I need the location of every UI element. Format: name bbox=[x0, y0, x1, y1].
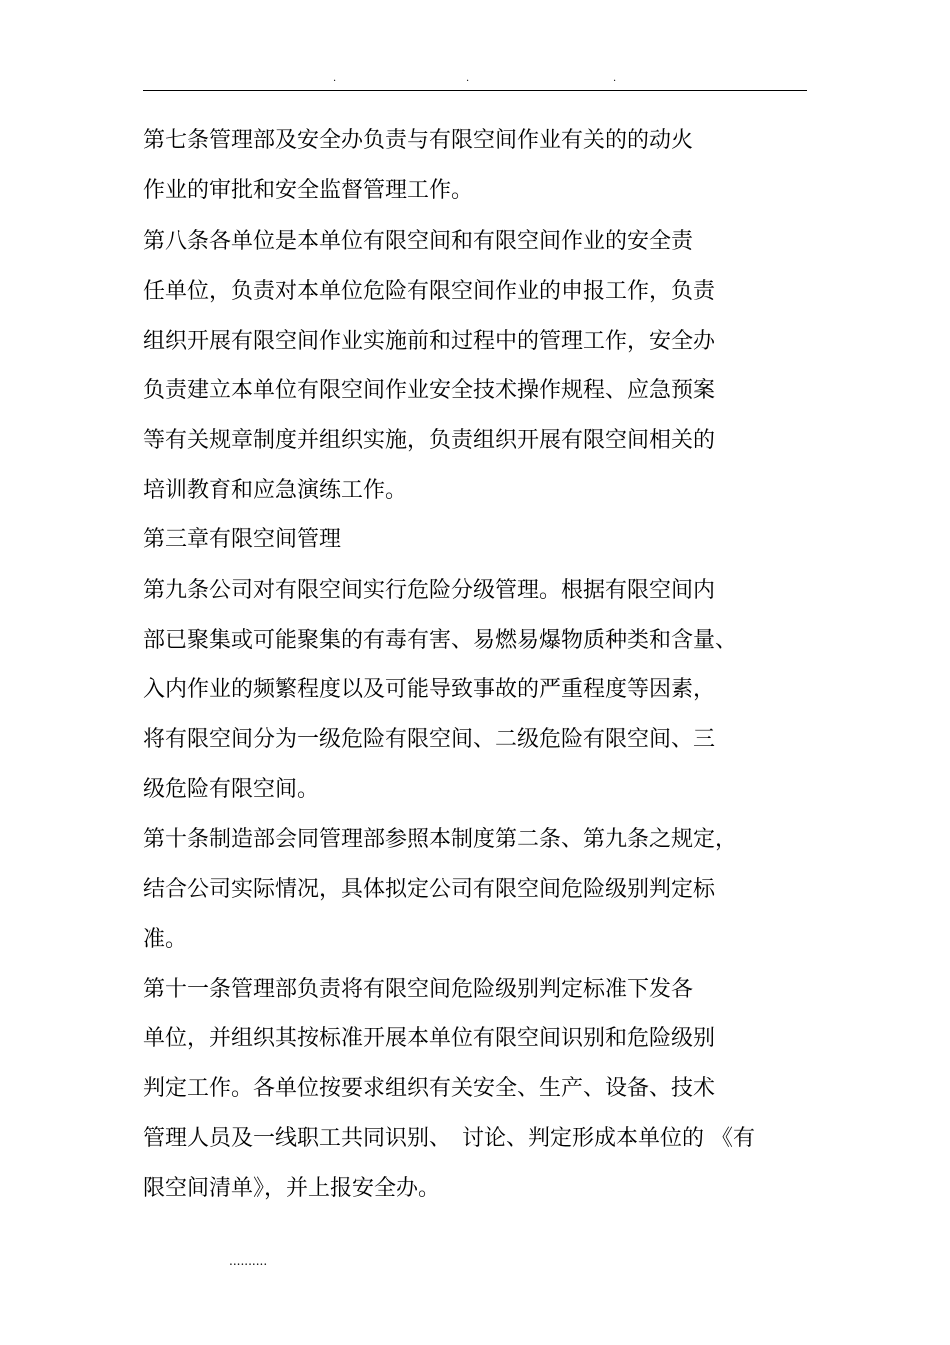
header-dot-2: . bbox=[466, 73, 470, 84]
body-line: 第九条公司对有限空间实行危险分级管理。根据有限空间内 bbox=[143, 578, 716, 603]
chapter-heading: 第三章有限空间管理 bbox=[143, 527, 342, 552]
body-line: 部已聚集或可能聚集的有毒有害、易燃易爆物质种类和含量、 bbox=[143, 628, 738, 653]
body-line: 作业的审批和安全监督管理工作。 bbox=[143, 178, 474, 203]
body-line: 等有关规章制度并组织实施，负责组织开展有限空间相关的 bbox=[143, 428, 716, 453]
header-rule bbox=[143, 90, 807, 91]
body-line: 第八条各单位是本单位有限空间和有限空间作业的安全责 bbox=[143, 229, 694, 254]
footer-dots: .......... bbox=[229, 1254, 268, 1268]
body-line: 判定工作。各单位按要求组织有关安全、生产、设备、技术 bbox=[143, 1076, 716, 1101]
body-line: 入内作业的频繁程度以及可能导致事故的严重程度等因素， bbox=[143, 677, 716, 702]
body-line: 负责建立本单位有限空间作业安全技术操作规程、应急预案 bbox=[143, 378, 716, 403]
body-line: 限空间清单》，并上报安全办。 bbox=[143, 1176, 441, 1201]
body-line: 级危险有限空间。 bbox=[143, 777, 320, 802]
body-line: 管理人员及一线职工共同识别、 讨论、判定形成本单位的 《有 bbox=[143, 1126, 755, 1151]
body-line: 第十条制造部会同管理部参照本制度第二条、第九条之规定， bbox=[143, 827, 738, 852]
body-line: 培训教育和应急演练工作。 bbox=[143, 478, 408, 503]
body-line: 第七条管理部及安全办负责与有限空间作业有关的的动火 bbox=[143, 128, 694, 153]
header-dot-3: . bbox=[613, 73, 617, 84]
body-line: 结合公司实际情况，具体拟定公司有限空间危险级别判定标 bbox=[143, 877, 716, 902]
body-line: 第十一条管理部负责将有限空间危险级别判定标准下发各 bbox=[143, 977, 694, 1002]
body-line: 任单位，负责对本单位危险有限空间作业的申报工作，负责 bbox=[143, 279, 716, 304]
body-line: 单位，并组织其按标准开展本单位有限空间识别和危险级别 bbox=[143, 1026, 716, 1051]
body-line: 将有限空间分为一级危险有限空间、二级危险有限空间、三 bbox=[143, 727, 716, 752]
body-line: 准。 bbox=[143, 927, 188, 952]
header-dot-1: . bbox=[333, 73, 337, 84]
body-line: 组织开展有限空间作业实施前和过程中的管理工作，安全办 bbox=[143, 329, 716, 354]
